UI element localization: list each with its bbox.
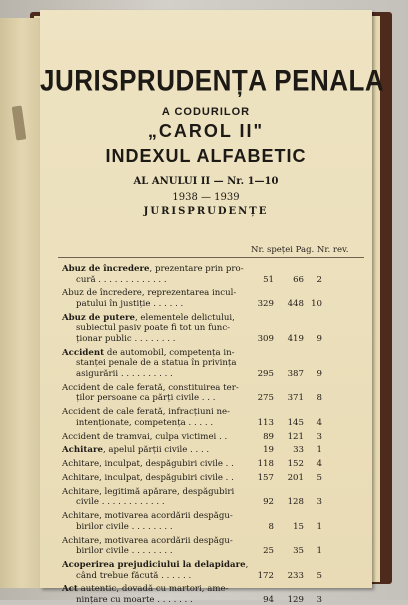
entry-line	[62, 536, 233, 546]
entry-rev-number: 1	[316, 521, 322, 532]
entry-pag-number: 419	[287, 333, 304, 344]
entry-line	[76, 358, 236, 368]
entry-speta-number: 113	[257, 417, 274, 428]
entry-line	[62, 407, 230, 417]
entry-speta-number: 25	[263, 546, 274, 557]
entry-pag-number: 201	[287, 473, 304, 483]
entry-speta-number: 309	[257, 333, 274, 344]
entry-line	[62, 288, 236, 298]
entry-speta-number: 329	[257, 298, 274, 309]
entry-text: Achitare, inculpat, despăgubiri civile . .	[62, 473, 234, 483]
entry-text: ,	[245, 560, 249, 570]
entry-line	[76, 546, 173, 556]
entry-rev-number: 9	[316, 368, 322, 379]
entry-speta-number: 118	[257, 459, 274, 470]
entry-line	[76, 334, 175, 344]
entry-text: autentic, dovadă cu martori, ame-	[77, 584, 229, 595]
entry-line	[62, 432, 227, 442]
entry-line	[62, 445, 209, 455]
entry-speta-number: 157	[257, 473, 274, 483]
entry-line	[62, 473, 234, 483]
entry-line	[62, 584, 229, 594]
entry-rev-number: 5	[316, 473, 322, 483]
document-title: JURISPRUDENȚA PENALA	[40, 62, 385, 98]
entry-text: stanței penale de a statua în privința	[76, 358, 237, 369]
entry-pag-number: 145	[287, 417, 304, 428]
entry-line	[76, 571, 191, 581]
entry-pag-number: 233	[287, 570, 304, 581]
entry-pag-number: 35	[293, 546, 304, 557]
entry-line	[76, 522, 173, 532]
entry-speta-number: 94	[263, 594, 274, 605]
header-rule	[58, 257, 364, 258]
entry-line	[76, 299, 183, 309]
document-subtitle-codes: A CODURILOR	[161, 106, 251, 118]
entry-line	[62, 560, 248, 570]
entry-pag-number: 371	[287, 393, 304, 404]
entry-line	[76, 323, 230, 333]
entry-speta-number: 275	[257, 393, 274, 404]
entry-rev-number: 10	[311, 298, 322, 309]
entry-text: ților persoane ca părți civile . . .	[76, 393, 216, 404]
entry-text: ționar public . . . . . . . .	[76, 333, 176, 344]
entry-text: , elementele delictului,	[134, 312, 235, 323]
entry-rev-number: 1	[316, 546, 322, 557]
entry-text: asigurării . . . . . . . . . .	[76, 368, 173, 379]
entry-text: Accident de tramvai, culpa victimei . .	[62, 431, 228, 442]
years: 1938 — 1939	[172, 192, 240, 203]
entry-speta-number: 92	[263, 497, 274, 508]
document-subtitle-carol: „CAROL II"	[147, 121, 265, 141]
entry-rev-number: 2	[316, 274, 322, 285]
entry-speta-number: 19	[263, 445, 274, 456]
entry-pag-number: 128	[287, 497, 304, 508]
entry-pag-number: 129	[287, 594, 304, 605]
entry-text: când trebue făcută . . . . . .	[76, 570, 192, 581]
entry-speta-number: 89	[263, 431, 274, 442]
entry-text: patului în justiție . . . . . .	[76, 298, 184, 309]
entry-pag-number: 15	[293, 521, 304, 532]
book-page	[40, 10, 385, 605]
entry-keyword: Achitare	[62, 445, 103, 456]
entry-pag-number: 33	[293, 445, 304, 456]
entry-line	[76, 497, 165, 507]
column-headers: Nr. speței Pag. Nr. rev.	[251, 245, 349, 255]
entry-rev-number: 8	[316, 393, 322, 404]
entry-keyword: Abuz de putere	[62, 312, 135, 323]
entry-rev-number: 1	[316, 445, 322, 456]
left-page-edge	[0, 18, 41, 588]
entry-text: Abuz de încredere, reprezentarea incul-	[62, 288, 237, 299]
entry-text: Achitare, motivarea acordării despăgu-	[62, 511, 233, 522]
entry-line	[62, 313, 235, 323]
entry-line	[62, 487, 234, 497]
entry-rev-number: 3	[316, 431, 322, 442]
entry-speta-number: 8	[268, 521, 274, 532]
entry-text: , prezentare prin pro-	[149, 264, 244, 274]
entry-text: civile . . . . . . . . . . . .	[76, 497, 165, 508]
entry-line	[62, 348, 235, 358]
entry-pag-number: 448	[287, 298, 304, 309]
entry-line	[62, 264, 244, 274]
section-title: JURISPRUDENȚE	[143, 206, 269, 217]
entry-text: Achitare, motivarea acordării despăgu-	[62, 535, 233, 546]
entry-speta-number: 51	[263, 274, 274, 285]
entry-line	[62, 511, 233, 521]
entry-text: Accident de cale ferată, infracțiuni ne-	[62, 407, 231, 418]
entry-text: birilor civile . . . . . . . .	[76, 521, 173, 532]
index-title: INDEXUL ALFABETIC	[105, 146, 307, 166]
entry-rev-number: 9	[316, 333, 322, 344]
entry-keyword: Act	[62, 584, 78, 595]
entry-pag-number: 387	[287, 368, 304, 379]
entry-line	[62, 383, 239, 393]
entry-rev-number: 4	[316, 459, 322, 470]
entry-line	[62, 459, 234, 469]
entry-text: Achitare, legitimă apărare, despăgubiri	[62, 486, 235, 497]
entry-keyword: Accident	[62, 347, 105, 358]
entry-text: de automobil, competența in-	[104, 347, 235, 358]
entry-keyword: Abuz de încredere	[62, 264, 150, 274]
entry-text: , apelul părții civile . . . .	[102, 445, 210, 456]
entry-line	[76, 369, 173, 379]
entry-text: nințare cu moarte . . . . . . .	[76, 594, 193, 605]
entry-rev-number: 5	[316, 570, 322, 581]
entry-pag-number: 152	[287, 459, 304, 470]
entry-speta-number: 295	[257, 368, 274, 379]
entry-rev-number: 3	[316, 594, 322, 605]
torn-paper-mark	[12, 105, 27, 140]
entry-text: Accident de cale ferată, constituirea ter-	[62, 382, 239, 393]
issue-info: AL ANULUI II — Nr. 1—10	[133, 176, 279, 187]
entry-text: birilor civile . . . . . . . .	[76, 546, 173, 557]
entry-line	[76, 418, 213, 428]
entry-speta-number: 172	[257, 570, 274, 581]
entry-text: Achitare, inculpat, despăgubiri civile . .	[62, 459, 234, 470]
entry-pag-number: 66	[293, 274, 304, 285]
entry-rev-number: 4	[316, 417, 322, 428]
entry-line	[76, 275, 167, 285]
entry-line	[76, 393, 215, 403]
entry-text: cură . . . . . . . . . . . . .	[76, 274, 167, 285]
entry-rev-number: 3	[316, 497, 322, 508]
entry-text: intenționate, competența . . . . .	[76, 417, 214, 428]
entry-keyword: Acoperirea prejudiciului la delapidare	[62, 560, 246, 570]
entry-pag-number: 121	[287, 431, 304, 442]
entry-text: subiectul pasiv poate fi tot un func-	[76, 323, 231, 334]
